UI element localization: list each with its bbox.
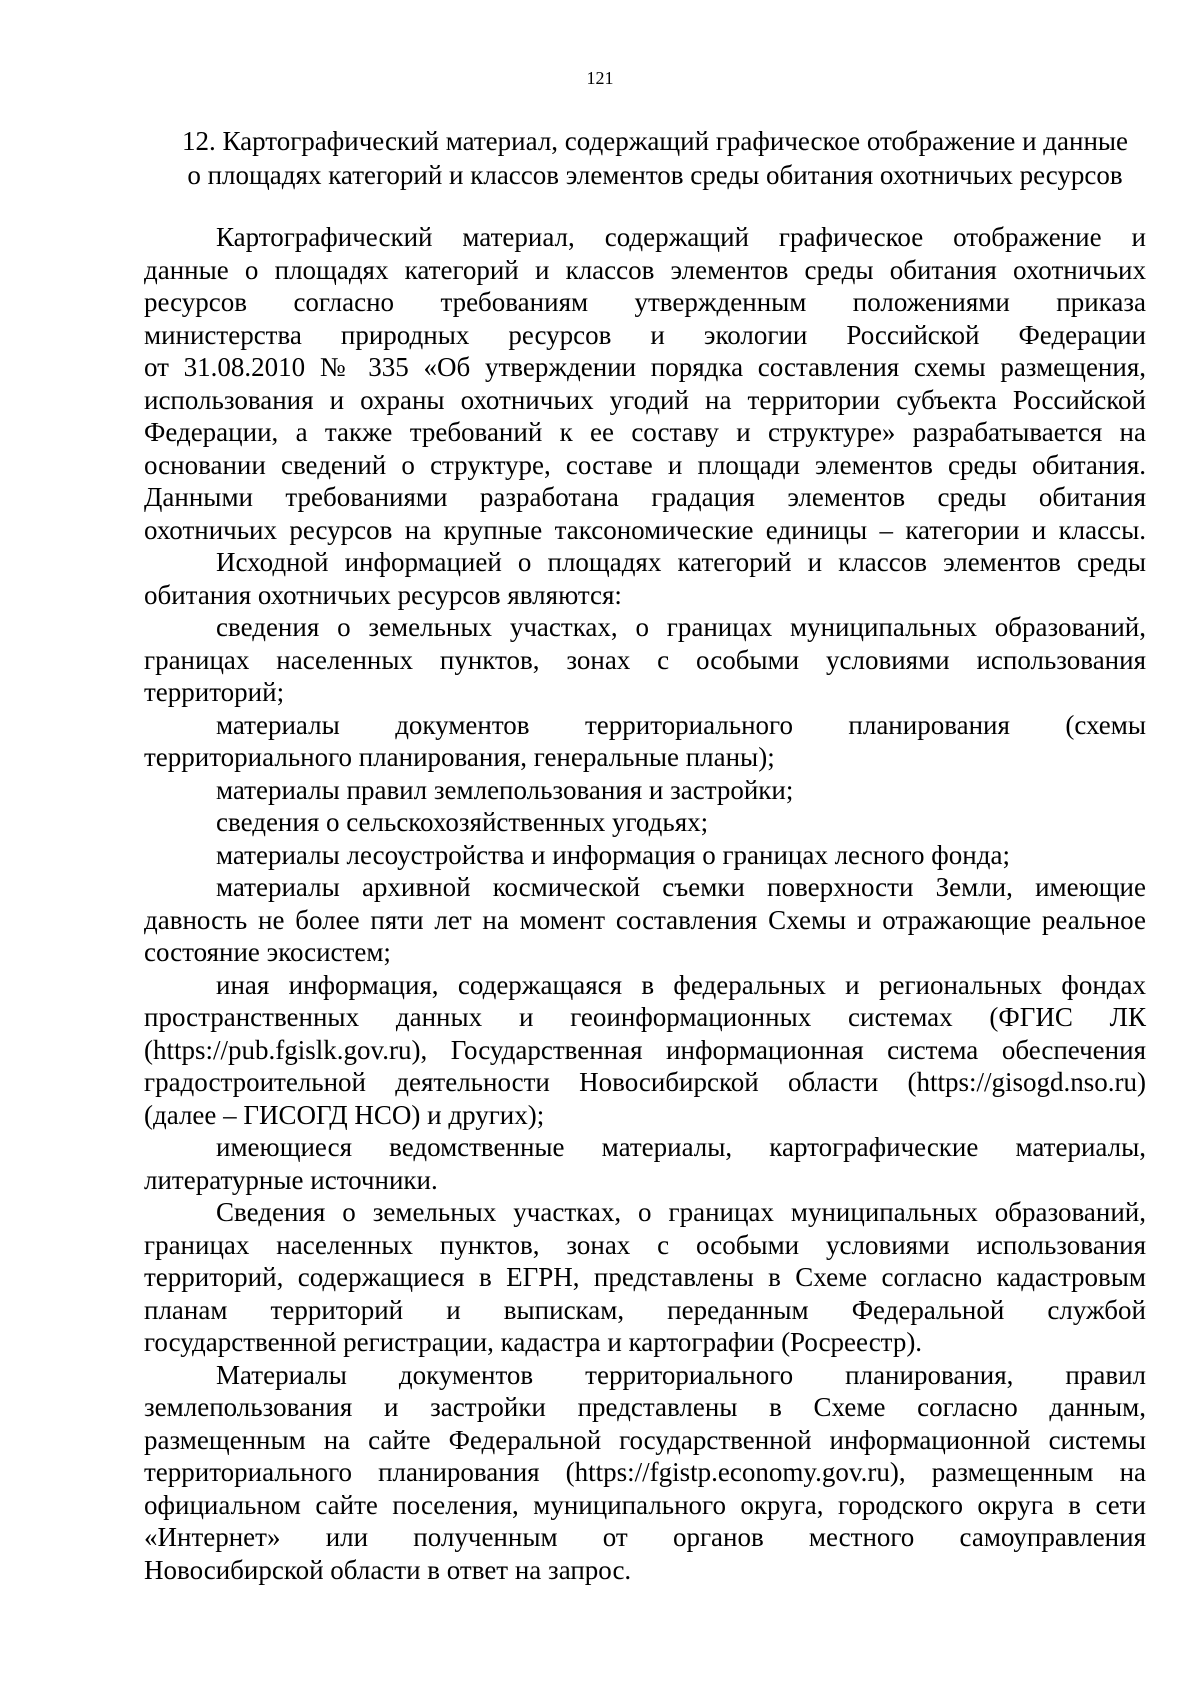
text-line: Картографический материал, содержащий графическое отображение и [216,222,1146,252]
text-line: планам территорий и выпискам, переданным Федеральной службой [144,1294,1146,1325]
text-line: имеющиеся ведомственные материалы, картографические материалы, [216,1132,1146,1162]
text-line: использования и охраны охотничьих угодий на территории субъекта Российской [144,384,1146,415]
list-item [144,871,1146,969]
paragraph [144,1196,1146,1359]
list-item [144,611,1146,709]
text-line: основании сведений о структуре, составе и площади элементов среды обитания. [144,449,1146,480]
text-line: состояние экосистем; [144,937,391,967]
heading-line: о площадях категорий и классов элементов среды обитания охотничьих ресурсов [187,160,1123,190]
paragraph [144,221,1146,546]
text-line: Сведения о земельных участках, о границах муниципальных образований, [216,1197,1146,1227]
text-line: Данными требованиями разработана градация элементов среды обитания [144,482,1146,512]
text-line: материалы архивной космической съемки поверхности Земли, имеющие [216,872,1146,902]
text-line: Исходной информацией о площадях категорий и классов элементов среды [216,547,1146,577]
text-line: охотничьих ресурсов на крупные таксономические единицы – категории и классы. [144,514,1146,545]
section-heading [140,124,1170,192]
text-line: государственной регистрации, кадастра и картографии (Росреестр). [144,1327,923,1357]
text-line: от 31.08.2010 № 335 «Об утверждении порядка составления схемы размещения, [144,352,1146,382]
text-line: землепользования и застройки представлены в Схеме согласно данным, [144,1392,1146,1422]
page-number: 121 [586,68,614,88]
text-line: градостроительной деятельности Новосибирской области (https://gisogd.nso.ru) [144,1067,1146,1097]
text-line: Федерации, а также требований к ее составу и структуре» разрабатывается на [144,417,1146,447]
text-line: министерства природных ресурсов и экологии Российской Федерации [144,319,1146,350]
list-item [144,1131,1146,1196]
text-line: обитания охотничьих ресурсов являются: [144,579,622,610]
text-line: Материалы документов территориального планирования, правил [216,1359,1146,1390]
text-line: территорий, содержащиеся в ЕГРН, представлены в Схеме согласно кадастровым [144,1262,1146,1292]
text-line: ресурсов согласно требованиям утвержденным положениями приказа [144,287,1146,317]
document-body [144,221,1146,1586]
text-line: сведения о земельных участках, о границах муниципальных образований, [216,612,1146,642]
text-line: сведения о сельскохозяйственных угодьях; [216,807,709,837]
list-item [144,806,1146,839]
text-line: (далее – ГИСОГД НСО) и других); [144,1099,545,1130]
text-line: пространственных данных и геоинформационных системах (ФГИС ЛК [144,1002,1146,1032]
text-line: материалы документов территориального планирования (схемы [216,709,1146,740]
list-item [144,969,1146,1132]
heading-line: 12. Картографический материал, содержащий графическое отображение и данные [181,126,1129,156]
text-line: территориального планирования, генеральные планы); [144,742,775,772]
text-line: границах населенных пунктов, зонах с особыми условиями использования [144,644,1146,675]
list-item [144,709,1146,774]
text-line: Новосибирской области в ответ на запрос. [144,1554,632,1585]
text-line: (https://pub.fgislk.gov.ru), Государственная информационная система обеспечения [144,1034,1146,1065]
text-line: территориального планирования (https://fgistp.economy.gov.ru), размещенным на [144,1457,1146,1487]
text-line: материалы лесоустройства и информация о границах лесного фонда; [216,839,1010,870]
paragraph [144,1359,1146,1587]
text-line: границах населенных пунктов, зонах с особыми условиями использования [144,1229,1146,1260]
text-line: литературные источники. [144,1164,438,1195]
text-line: размещенным на сайте Федеральной государственной информационной системы [144,1424,1146,1455]
text-line: иная информация, содержащаяся в федеральных и региональных фондах [216,969,1146,1000]
list-item [144,774,1146,807]
text-line: давность не более пяти лет на момент составления Схемы и отражающие реальное [144,904,1146,935]
paragraph [144,546,1146,611]
text-line: территорий; [144,677,285,707]
list-item [144,839,1146,872]
text-line: данные о площадях категорий и классов элементов среды обитания охотничьих [144,254,1146,285]
text-line: «Интернет» или полученным от органов местного самоуправления [144,1522,1146,1552]
text-line: материалы правил землепользования и застройки; [216,774,794,805]
text-line: официальном сайте поселения, муниципального округа, городского округа в сети [144,1489,1146,1520]
